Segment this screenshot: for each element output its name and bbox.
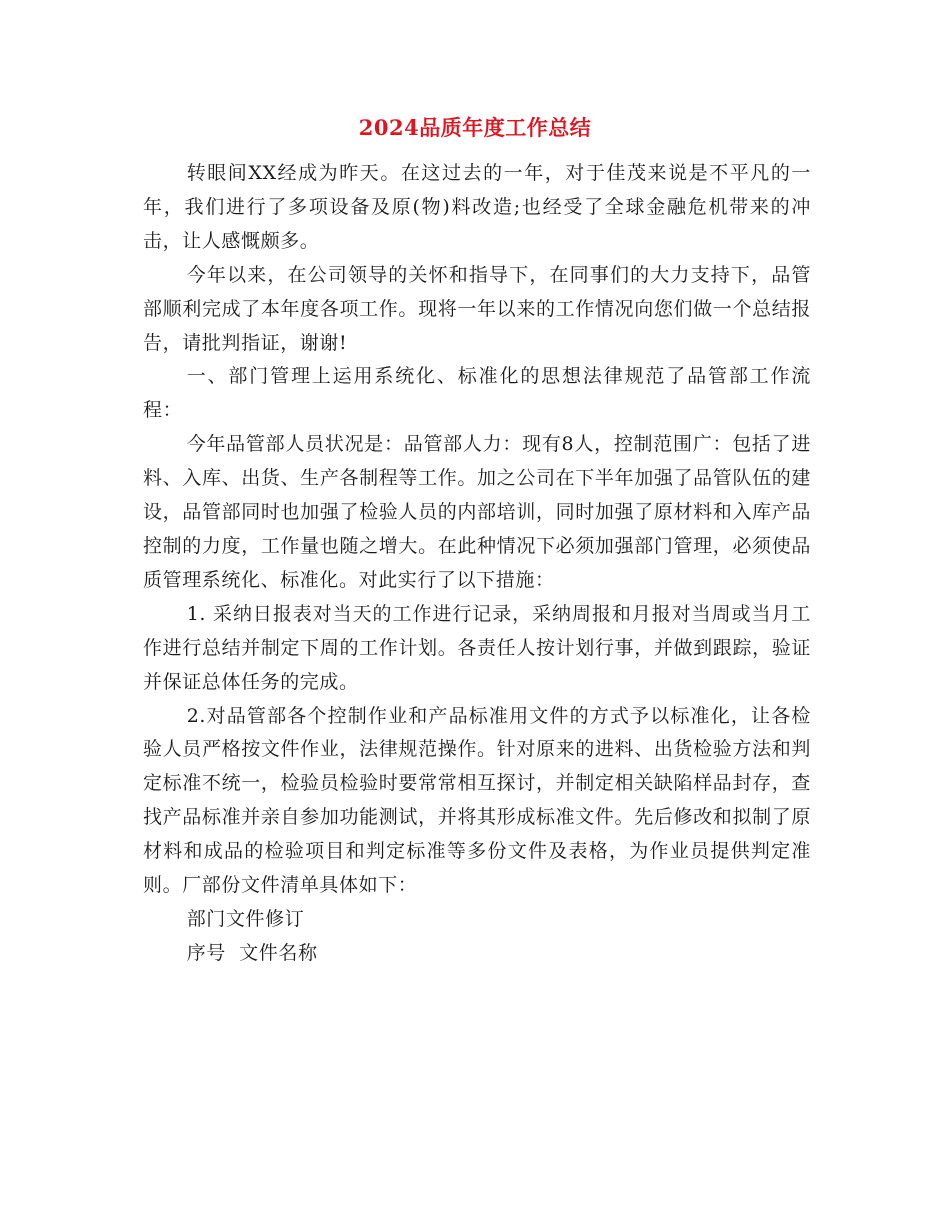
file-table-header: 序号 文件名称 [186,941,318,964]
document-body [143,157,811,971]
paragraph-intro: 转眼间XX经成为昨天。在这过去的一年，对于佳茂来说是不平凡的一年，我们进行了多项设备及原(物)料改造;也经受了全球金融危机带来的冲击，让人感慨颇多。 [143,162,811,252]
paragraph-section-one-heading: 一、部门管理上运用系统化、标准化的思想法律规范了品管部工作流程： [143,365,811,422]
paragraph-staff-status: 今年品管部人员状况是：品管部人力：现有8人，控制范围广：包括了进料、入库、出货、生产各制程等工作。加之公司在下半年加强了品管队伍的建设，品管部同时也加强了检验人员的内部培训，同时加强了原材料和入库产品控制的力度，工作量也随之增大。在此种情况下必须加强部门管理，必须使品质管理系统化、标准化。对此实行了以下措施： [143,433,811,591]
document-title: 2024品质年度工作总结 [358,115,592,140]
file-revision-heading: 部门文件修订 [186,907,305,930]
paragraph-overview: 今年以来，在公司领导的关怀和指导下，在同事们的大力支持下，品管部顺利完成了本年度各项工作。现将一年以来的工作情况向您们做一个总结报告，请批判指证，谢谢! [143,263,811,354]
paragraph-measure-1: 1. 采纳日报表对当天的工作进行记录，采纳周报和月报对当周或当月工作进行总结并制定下周的工作计划。各责任人按计划行事，并做到跟踪，验证并保证总体任务的完成。 [143,602,811,693]
paragraph-measure-2: 2.对品管部各个控制作业和产品标准用文件的方式予以标准化，让各检验人员严格按文件作业，法律规范操作。针对原来的进料、出货检验方法和判定标准不统一，检验员检验时要常常相互探讨，并制定相关缺陷样品封存，查找产品标准并亲自参加功能测试，并将其形成标准文件。先后修改和拟制了原材料和成品的检验项目和判定标准等多份文件及表格，为作业员提供判定准则。厂部份文件清单具体如下： [143,704,811,897]
